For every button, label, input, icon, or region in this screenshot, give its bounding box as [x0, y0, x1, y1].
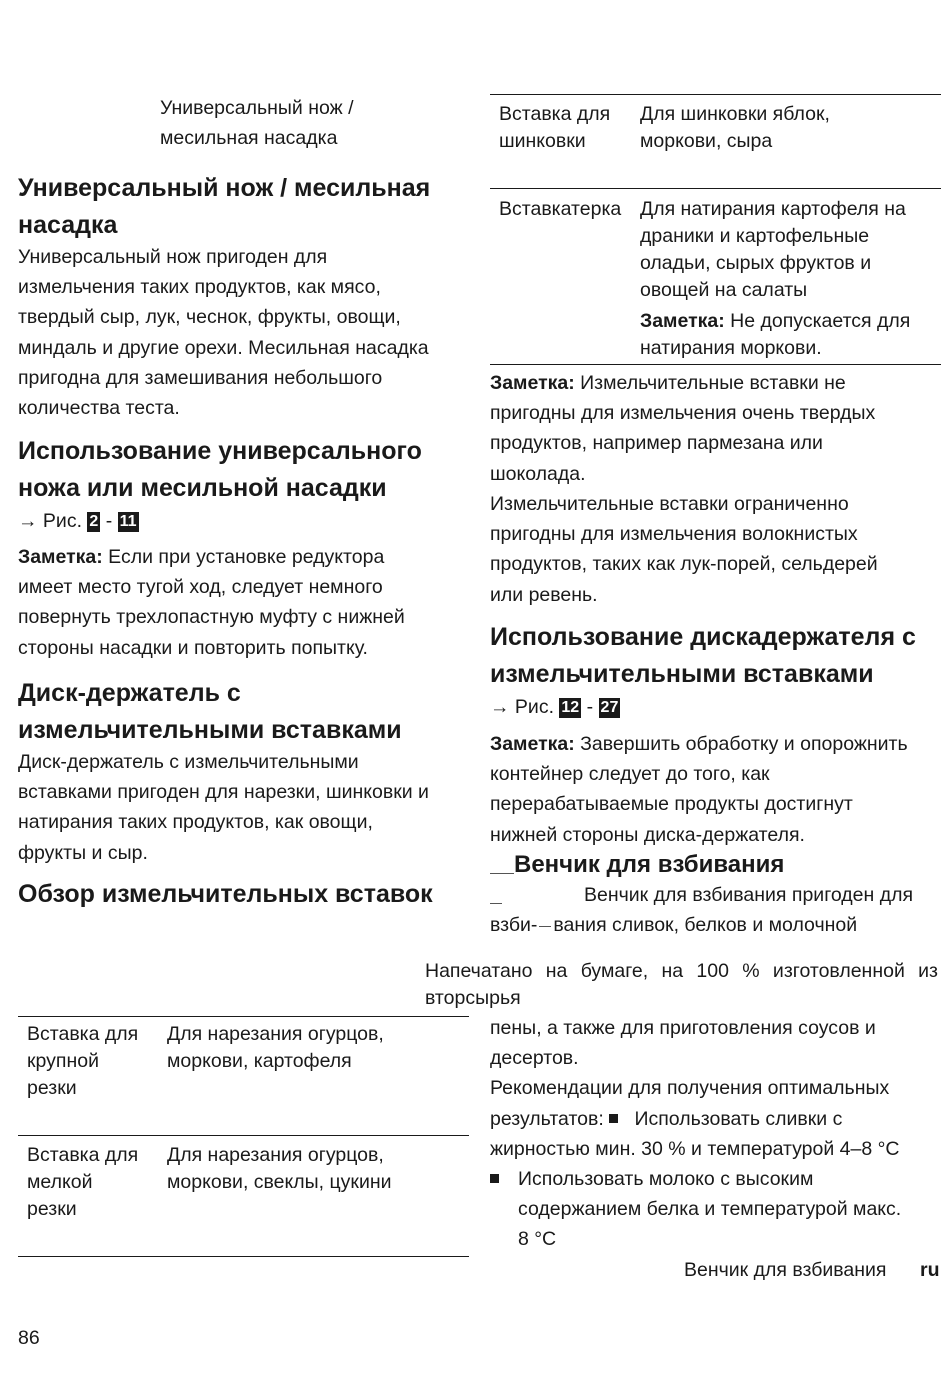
table-cell-desc: Для натирания картофеля на драники и картофельные оладьи, сырых фруктов и овощей на салаты Заметка: Не допускается для натирания моркови.: [640, 198, 911, 359]
figure-reference: → Рис. 2 - 11: [18, 510, 137, 532]
table-rule: [490, 188, 941, 189]
heading-inserts-overview: Обзор измельчительных вставок: [18, 880, 433, 908]
list-item: [490, 1164, 499, 1194]
text-artifact: [490, 903, 502, 904]
para-disc-holder: Диск-держатель с измельчительными вставками пригоден для нарезки, шинковки и натирания таких продуктов, как овощи, фрукты и сыр.: [18, 751, 429, 864]
figure-number-badge: 2: [89, 513, 99, 530]
heading-whisk: Венчик для взбивания: [514, 851, 785, 878]
printed-note: Напечатано на бумаге, на 100 % изготовленной из вторсырья: [425, 960, 938, 1009]
para-universal-knife: Универсальный нож пригоден для измельчения таких продуктов, как мясо, твердый сыр, лук, чеснок, фрукты, овощи, миндаль и другие орехи. Месильная насадка пригодна для замешивания небольшого количества теста.: [18, 246, 429, 420]
text-artifact: [539, 926, 551, 927]
note-gear: Заметка: Если при установке редуктора имеет место тугой ход, следует немного повернуть трехлопастную муфту с нижней стороны насадки и повторить попытку.: [18, 546, 405, 659]
heading-universal-knife: Универсальный нож / месильная насадка: [18, 174, 431, 239]
note-inserts: Заметка: Измельчительные вставки не пригодны для измельчения очень твердых продуктов, например пармезана или шоколада.: [490, 372, 876, 485]
figure-reference: → Рис. 12 - 27: [490, 696, 619, 718]
footer-section-title: Венчик для взбивания: [684, 1259, 887, 1281]
heading-using-knife: Использование универсального ножа или месильной насадки: [18, 437, 422, 502]
heading-using-disc-holder: Использование дискадержателя с измельчительными вставками: [490, 623, 916, 688]
page-number: 86: [18, 1327, 40, 1349]
footer-language: ru: [920, 1259, 940, 1281]
table-cell-desc: Для нарезания огурцов, моркови, картофеля: [167, 1023, 384, 1072]
figure-number-badge: 11: [119, 513, 137, 530]
table-cell-name: Вставкатерка: [499, 198, 622, 220]
table-cell-name: Вставка для шинковки: [499, 103, 611, 152]
para-whisk-line2: взби- вания сливок, белков и молочной: [490, 914, 858, 936]
table-rule: [490, 94, 941, 95]
note-disc-holder: Заметка: Завершить обработку и опорожнить контейнер следует до того, как перерабатываемые продукты достигнут нижней стороны диска-держателя.: [490, 733, 908, 846]
table-cell-desc: Для нарезания огурцов, моркови, свеклы, цукини: [167, 1144, 392, 1193]
table-rule: [18, 1016, 469, 1017]
table-rule: [18, 1256, 469, 1257]
para-fibrous: Измельчительные вставки ограниченно пригодны для измельчения волокнистых продуктов, таких как лук-порей, сельдерей или ревень.: [490, 493, 878, 606]
table-rule: [18, 1135, 469, 1136]
figure-number-badge: 12: [561, 699, 580, 716]
para-whisk-line1: Венчик для взбивания пригоден для: [584, 884, 914, 906]
heading-disc-holder: Диск-держатель с измельчительными вставками: [18, 679, 402, 744]
text-artifact: [490, 873, 514, 874]
table-cell-desc: Для шинковки яблок, моркови, сыра: [640, 103, 830, 152]
table-rule: [490, 364, 941, 365]
list-item-text: Использовать молоко с высоким содержанием белка и температурой макс. 8 °C: [518, 1168, 902, 1251]
table-cell-name: Вставка для крупной резки: [27, 1023, 139, 1099]
bullet-icon: [490, 1174, 499, 1183]
bullet-icon: [609, 1114, 618, 1123]
figure-number-badge: 27: [600, 699, 619, 716]
para-whisk-cont: пены, а также для приготовления соусов и десертов. Рекомендации для получения оптимальных результатов: Использовать сливки с жирностью мин. 30 % и температурой 4–8 °C: [490, 1017, 900, 1160]
figure-caption: Универсальный нож / месильная насадка: [160, 97, 354, 150]
table-cell-name: Вставка для мелкой резки: [27, 1144, 139, 1220]
